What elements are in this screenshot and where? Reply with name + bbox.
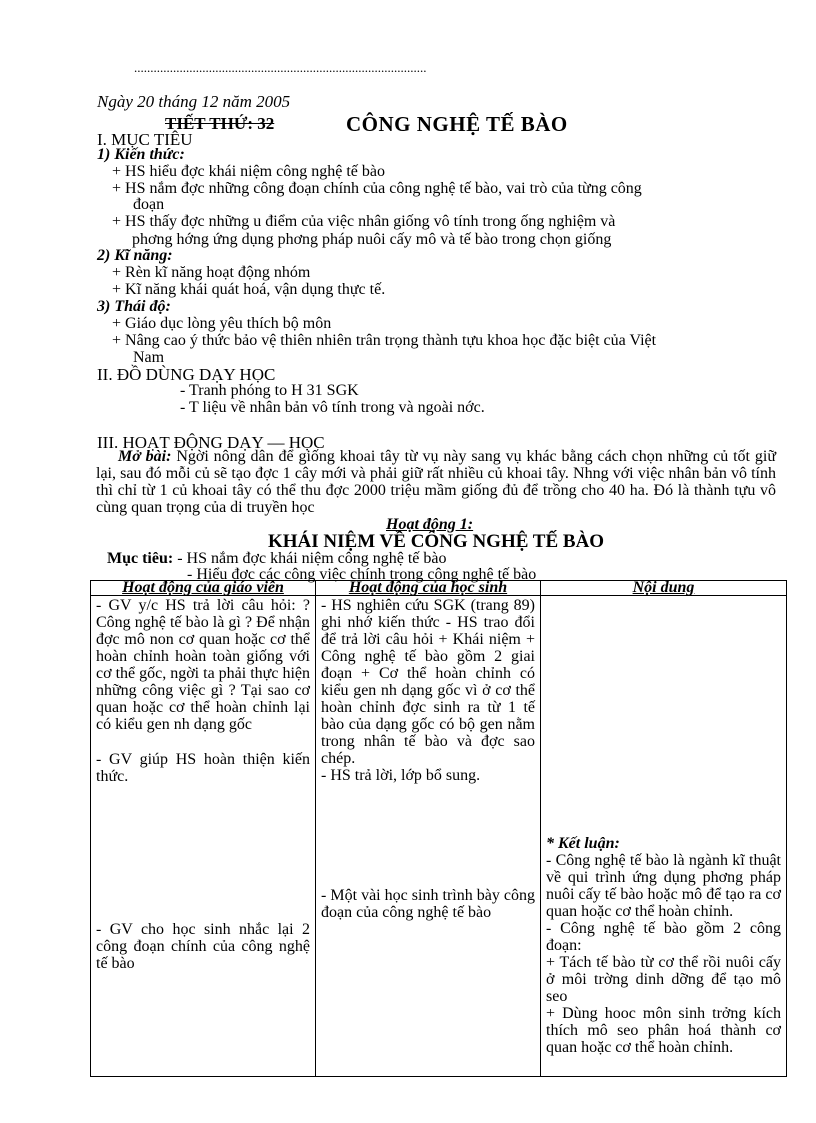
goal-label: Mục tiêu: [107, 550, 174, 567]
activity-label: Hoạt động 1: [386, 516, 474, 533]
teacher-complete: - GV giúp HS hoàn thiện kiến thức. [96, 751, 310, 785]
student-present: - Một vài học sinh trình bày công đoạn của công nghệ tế bào [321, 887, 535, 921]
section-3-heading: III. HOẠT ĐỘNG DẠY — HỌC [97, 433, 325, 452]
attitude-item: Nam [133, 349, 165, 366]
conclusion-2: - Công nghệ tế bào gồm 2 công đoạn: [546, 920, 781, 954]
lesson-number: TIẾT THỨ: 32 [165, 114, 275, 133]
materials-item: - Tranh phóng to H 31 SGK [180, 382, 359, 399]
teacher-cell [91, 596, 316, 1077]
student-answer: - HS trả lời, lớp bổ sung. [321, 767, 481, 784]
knowledge-item: + HS nắm đợc những công đoạn chính của công nghệ tế bào, vai trò của từng công [112, 180, 642, 197]
conclusion-1: - Công nghệ tế bào là ngành kĩ thuật về qui trình ứng dụng phơng pháp nuôi cấy tế bào hoặc mô để tạo ra cơ quan hoặc cơ thể hoàn chỉnh. [546, 852, 781, 920]
intro-paragraph [96, 448, 776, 516]
goal-line-2: - Hiểu đợc các công việc chính trong công nghệ tế bào [187, 566, 537, 583]
conclusion-label: * Kết luận: [546, 835, 620, 852]
activity-title: KHÁI NIỆM VỀ CÔNG NGHỆ TẾ BÀO [268, 531, 605, 552]
knowledge-item: phơng hớng ứng dụng phơng pháp nuôi cấy mô và tế bào trong chọn giống [132, 231, 612, 248]
goal-line-1 [107, 550, 446, 567]
section-1-heading: I. MỤC TIÊU [97, 130, 193, 149]
teacher-column-header: Hoạt động của giáo viên [91, 581, 316, 596]
knowledge-item: + HS thấy đợc những u điểm của việc nhân giống vô tính trong ống nghiệm và [112, 213, 616, 230]
goal-1: - HS nắm đợc khái niệm công nghệ tế bào [173, 550, 447, 567]
content-column-header: Nội dung [541, 581, 787, 596]
teacher-recall: - GV cho học sinh nhắc lại 2 công đoạn chính của công nghệ tế bào [96, 921, 310, 972]
skills-item: + Kĩ năng khái quát hoá, vận dụng thực tế. [112, 281, 386, 298]
conclusion-4: + Dùng hooc môn sinh trởng kích thích mô seo phân hoá thành cơ quan hoặc cơ thể hoàn chỉnh. [546, 1005, 781, 1056]
intro-text: Ngời nông dân để giống khoai tây từ vụ này sang vụ khác bằng cách chọn những củ tốt giữ lại, sau đó mỗi củ sẽ tạo đợc 1 cây mới và phải giữ rất nhiều củ khoai tây. Nhng với việc nhân bản vô tính thì chỉ từ 1 củ khoai tây có thể thu đợc 2000 triệu mầm giống đủ để trồng cho 40 ha. Đó là thành tựu vô cùng quan trọng của di truyền học [96, 448, 776, 516]
date-line: Ngày 20 tháng 12 năm 2005 [97, 92, 291, 111]
student-column-header: Hoạt động của học sinh [316, 581, 541, 596]
attitude-item: + Giáo dục lòng yêu thích bộ môn [112, 315, 332, 332]
page-title: CÔNG NGHỆ TẾ BÀO [346, 112, 568, 136]
materials-item: - T liệu về nhân bản vô tính trong và ngoài nớc. [180, 399, 485, 416]
skills-heading: 2) Kĩ năng: [97, 247, 173, 264]
content-cell [541, 596, 787, 1077]
section-2-heading: II. ĐỒ DÙNG DẠY HỌC [97, 365, 276, 384]
attitude-item: + Nâng cao ý thức bảo vệ thiên nhiên trân trọng thành tựu khoa học đặc biệt của Việt [112, 332, 657, 349]
activity-table [90, 580, 787, 1077]
knowledge-heading: 1) Kiến thức: [97, 146, 185, 163]
conclusion-3: + Tách tế bào từ cơ thể rồi nuôi cấy ở môi trờng dinh dỡng để tạo mô seo [546, 954, 781, 1005]
intro-label: Mở bài: [118, 448, 172, 465]
student-cell [316, 596, 541, 1077]
skills-item: + Rèn kĩ năng hoạt động nhóm [112, 264, 311, 281]
knowledge-item: đoạn [133, 196, 165, 213]
attitude-heading: 3) Thái độ: [97, 298, 171, 315]
knowledge-item: + HS hiểu đợc khái niệm công nghệ tế bào [112, 163, 385, 180]
dotted-line: .......................................................................................... [134, 60, 427, 75]
teacher-questions: - GV y/c HS trả lời câu hỏi: ? Công nghệ tế bào là gì ? Để nhận đợc mô non cơ quan hoặc cơ thể hoàn chỉnh hoàn toàn giống với cơ thể gốc, ngời ta phải thực hiện những công việc gì ? Tại sao cơ quan hoặc cơ thể hoàn chỉnh lại có kiểu gen nh dạng gốc [96, 597, 310, 733]
student-study: - HS nghiên cứu SGK (trang 89) ghi nhớ kiến thức - HS trao đổi để trả lời câu hỏi + Khái niệm + Công nghệ tế bào gồm 2 giai đoạn + Cơ thể hoàn chỉnh có kiểu gen nh dạng gốc vì ở cơ thể hoàn chỉnh đợc sinh ra từ 1 tế bào của dạng gốc có bộ gen nằm trong nhân tế bào và đợc sao chép. [321, 597, 535, 767]
